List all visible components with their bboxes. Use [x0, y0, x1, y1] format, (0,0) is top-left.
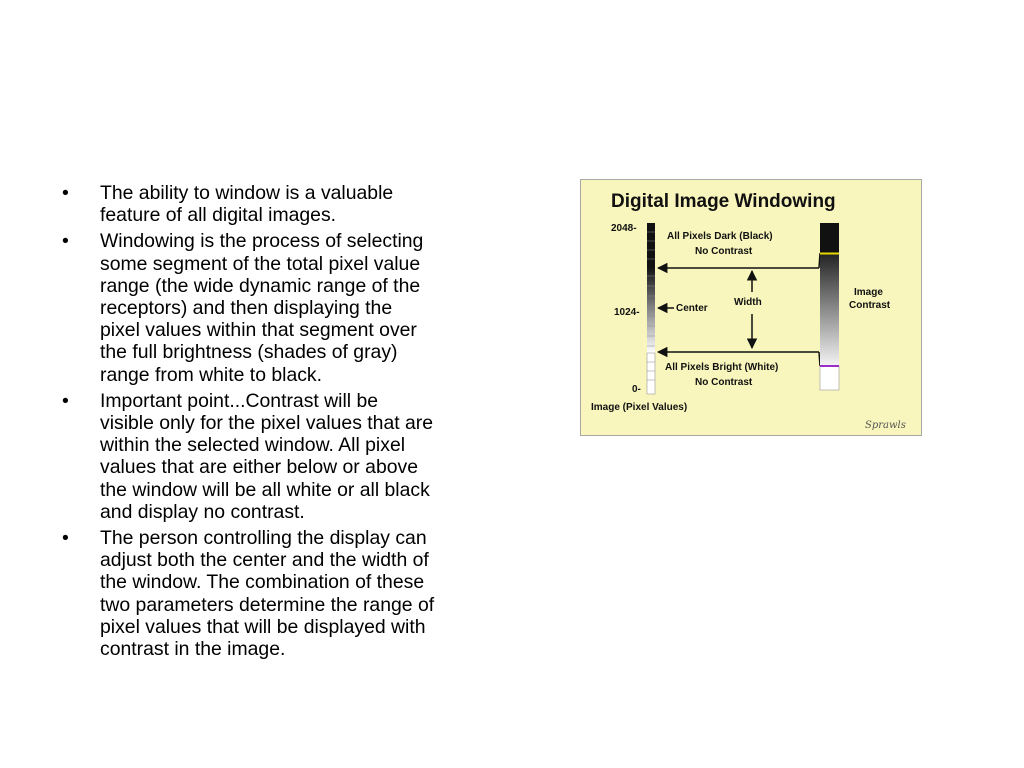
bullet-item — [62, 182, 502, 226]
bullet-item — [62, 390, 502, 523]
bullet-item — [62, 527, 502, 660]
image-contrast-label: Image — [854, 287, 883, 298]
windowing-diagram — [581, 180, 921, 435]
bright-label: All Pixels Bright (White) — [665, 362, 779, 373]
tick-label-0: 0- — [632, 384, 641, 395]
windowing-figure — [580, 179, 922, 436]
bullet-marker: • — [62, 230, 69, 253]
dark-no-contrast-label: No Contrast — [695, 246, 753, 257]
contrast-bar-gradient — [820, 253, 839, 366]
tick-label-2048: 2048- — [611, 223, 637, 234]
bullet-text: Important point...Contrast will be visible only for the pixel values that are within the selected window. All pixel values that are either below or above the window will be all white or all black and display no contrast. — [100, 389, 434, 523]
image-contrast-label-2: Contrast — [849, 300, 891, 311]
bright-no-contrast-label: No Contrast — [695, 377, 753, 388]
signature: Sprawls — [865, 420, 906, 431]
center-label: Center — [676, 303, 708, 314]
bullet-list — [62, 182, 502, 664]
contrast-bar-white — [820, 366, 839, 390]
bullet-text: The person controlling the display can adjust both the center and the width of the window. The combination of these two parameters determine the range of pixel values that will be displayed with contrast in the image. — [100, 527, 435, 661]
bullet-text: The ability to window is a valuable feature of all digital images. — [100, 182, 394, 227]
bullet-marker: • — [62, 182, 69, 204]
axis-label: Image (Pixel Values) — [591, 402, 688, 413]
figure-title: Digital Image Windowing — [611, 191, 836, 212]
bullet-marker: • — [62, 527, 69, 550]
ladder-bright-segment — [647, 353, 655, 394]
dark-label: All Pixels Dark (Black) — [667, 231, 773, 242]
ladder-dark-segment — [647, 223, 655, 267]
connector-top — [819, 253, 820, 268]
width-label: Width — [734, 297, 762, 308]
bullet-item — [62, 230, 502, 385]
connector-bottom — [819, 352, 820, 366]
contrast-bar-black — [820, 223, 839, 253]
bullet-marker: • — [62, 389, 69, 412]
tick-label-1024: 1024- — [614, 307, 640, 318]
bullet-text: Windowing is the process of selecting some segment of the total pixel value range (the wide dynamic range of the receptors) and then displaying the pixel values within that segment over the full brightness (shades of gray) range from white to black. — [100, 230, 424, 386]
ladder-window-segment — [647, 267, 655, 353]
